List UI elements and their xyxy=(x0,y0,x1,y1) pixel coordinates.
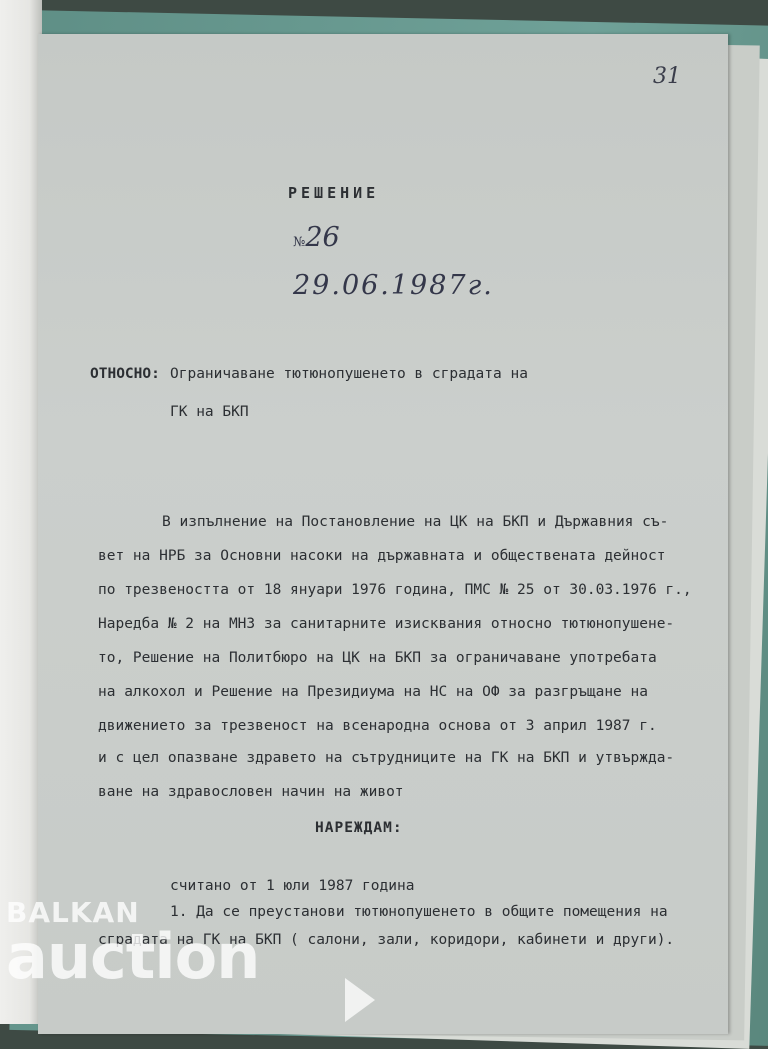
watermark-bottom-text: auction xyxy=(6,920,260,993)
document-title: РЕШЕНИЕ xyxy=(288,184,380,202)
watermark-top-text: BALKAN xyxy=(6,896,140,929)
body-line: и с цел опазване здравето на сътрудниците на ГК на БКП и утвържда- xyxy=(98,750,675,766)
subject-line: ГК на БКП xyxy=(170,404,249,420)
decision-number-value: 26 xyxy=(305,222,340,253)
decision-number xyxy=(293,222,340,253)
body-line: на алкохол и Решение на Президиума на НС на ОФ за разгръщане на xyxy=(98,684,648,700)
body-line: вет на НРБ за Основни насоки на държавната и обществената дейност xyxy=(98,548,666,564)
body-line: ване на здравословен начин на живот xyxy=(98,784,404,800)
handwritten-page-number: 31 xyxy=(653,64,681,89)
subject-label: ОТНОСНО: xyxy=(90,366,160,382)
order-line: 1. Да се преустанови тютюнопушенето в общите помещения на xyxy=(170,904,668,920)
body-line: Наредба № 2 на МНЗ за санитарните изисквания относно тютюнопушене- xyxy=(98,616,675,632)
document-page xyxy=(38,34,728,1034)
order-line: сградата на ГК на БКП ( салони, зали, коридори, кабинети и други). xyxy=(98,932,675,948)
balkan-auction-watermark xyxy=(6,896,260,993)
body-line: по трезвеността от 18 януари 1976 година, ПМС № 25 от 30.03.1976 г., xyxy=(98,582,692,598)
watermark-arrow-icon xyxy=(345,978,375,1022)
decision-date: 29.06.1987г. xyxy=(293,270,494,301)
order-heading: НАРЕЖДАМ: xyxy=(315,820,403,836)
subject-line: Ограничаване тютюнопушенето в сградата на xyxy=(170,366,528,382)
order-line: считано от 1 юли 1987 година xyxy=(170,878,415,894)
number-sign: № xyxy=(293,235,306,250)
body-line: В изпълнение на Постановление на ЦК на БКП и Държавния съ- xyxy=(162,514,669,530)
left-page-edge xyxy=(0,0,42,1024)
body-line: движението за трезвеност на всенародна основа от 3 април 1987 г. xyxy=(98,718,657,734)
body-line: то, Решение на Политбюро на ЦК на БКП за ограничаване употребата xyxy=(98,650,657,666)
